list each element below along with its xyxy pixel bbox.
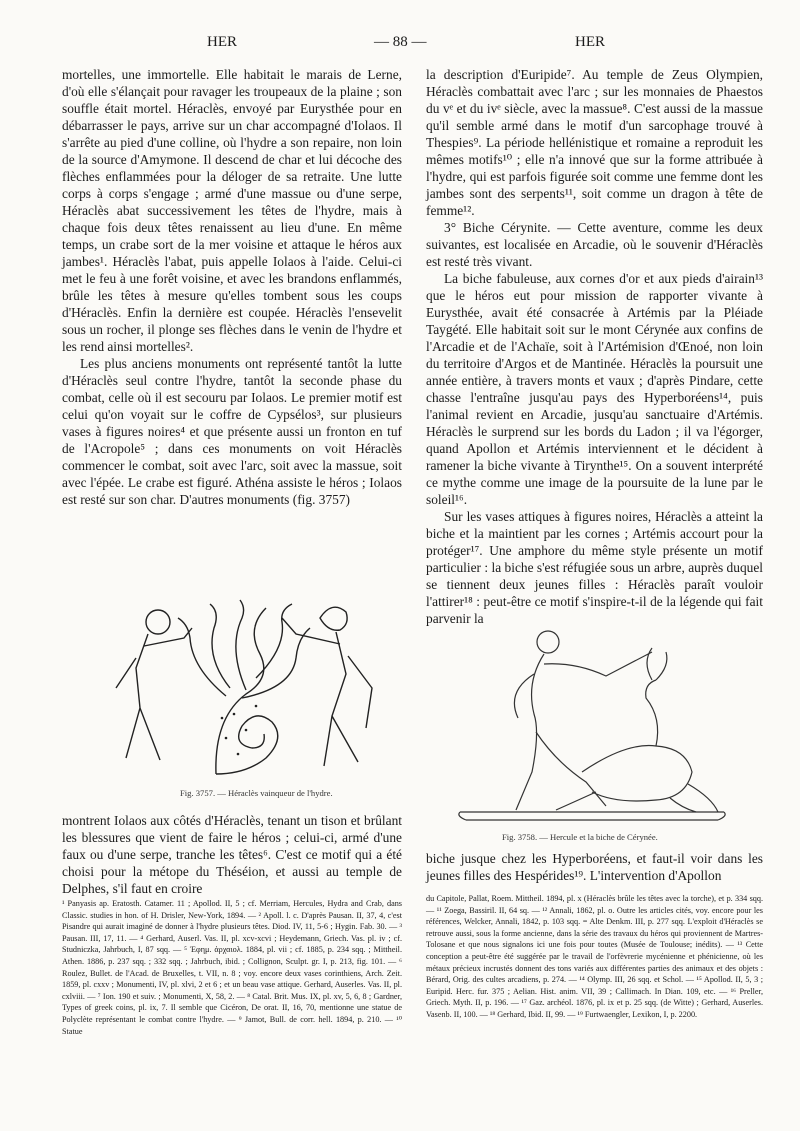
paragraph: mortelles, une immortelle. Elle habitait le marais de Lerne, d'où elle s'élançait pour ravager les troupeaux de la plaine ; son souffle était mortel. Héraclès, envoyé par Eurysthée pour en débarrasser le pays, arrive sur un char accompagné d'Iolaos. Il s'arrête au pied d'une colline, où l'hydre a son repaire, non loin de la source d'Amymone. Il descend de char et lui décoche des flèches enflammées pour la déloger de sa retraite. Une lutte corps à corps s'engage ; armé d'une massue ou d'une serpe, Héraclès abat successivement les têtes de l'hydre, mais à chaque fois deux têtes renaissent au lieu d'une. En même temps, un crabe sort de la mer voisine et attaque le héros aux jambes¹. Héraclès l'abat, puis appelle Iolaos à l'aide. Celui-ci met le feu à une forêt voisine, et avec les brandons enflammés, brûle les têtes à mesure qu'elles tombent sous les coups d'Héraclès. Enfin la dernière est coupée. Héraclès l'ensevelit sous un rocher, il plonge ses flèches dans le venin de l'hydre et les rend ainsi mortelles². [62, 67, 402, 354]
paragraph: Sur les vases attiques à figures noires, Héraclès a atteint la biche et la maintient par les cornes ; Artémis accourt pour la protéger¹⁷. Une amphore du même style présente un motif particulier : la biche s'est réfugiée sous un arbre, auprès duquel se tiennent deux jeunes filles : Héraclès paraît vouloir l'attirer¹⁸ : peut-être ce motif s'inspire-t-il de la légende qui fait parvenir la [426, 509, 763, 626]
figure-caption: Fig. 3758. — Hercule et la biche de Cérynée. [502, 832, 658, 842]
right-column [426, 66, 763, 627]
footnotes-right [426, 893, 763, 1021]
figure-heracles-hydra [96, 598, 402, 778]
paragraph: Les plus anciens monuments ont représenté tantôt la lutte d'Héraclès seul contre l'hydre, tantôt la seconde phase du combat, celle où il est secouru par Iolaos. Le premier motif est celui qu'on voyait sur le coffre de Cypsélos³, sur plusieurs vases à figures noires⁴ et que présente aussi un fronton en tuf de l'Acropole⁵ ; dans ces monuments on voit Héraclès commencer le combat, soit avec l'arc, soit avec la massue, soit avec l'épée. Le crabe est figuré. Athéna assiste le héros ; Iolaos est resté sur son char. D'autres monuments (fig. 3757) [62, 356, 402, 507]
figure-hercules-hind [456, 622, 729, 828]
footnotes-left [62, 898, 402, 1037]
header-right: HER [575, 34, 605, 50]
section-heading-paragraph: 3° Biche Cérynite. — Cette aventure, comme les deux suivantes, est localisée en Arcadie, où le souvenir d'Héraclès est resté très vivant. [426, 220, 763, 269]
right-column-continued [426, 850, 763, 884]
left-column [62, 66, 402, 508]
paragraph: montrent Iolaos aux côtés d'Héraclès, tenant un tison et brûlant les blessures que vient de faire le héros ; celui-ci, armé d'une faux ou d'une serpe, tranche les têtes⁶. C'est ce motif qui a été choisi pour la métope du Théséion, et aussi au temple de Delphes, s'il faut en croire [62, 813, 402, 896]
header-left: HER [207, 34, 237, 50]
page-number: — 88 — [374, 34, 427, 50]
footnote-block: du Capitole, Pallat, Roem. Mittheil. 1894, pl. x (Héraclès brûle les têtes avec la torche), et p. 334 sqq. — ¹¹ Zoega, Bassiril. II, 64 sq. — ¹² Annali, 1862, pl. o. Outre les articles cités, voy. encore pour les références, Welcker, Annali, 1842, p. 103 sqq. = Alte Denkm. III, p. 277 sqq. L'exploit d'Héraclès se retrouve aussi, sous la forme ancienne, dans la série des travaux du héros qui proviennent de Martres-Tolosane et que nous signalons ici une fois pour toutes (Musée de Toulouse; inédits). — ¹³ Cette conception a peut-être été suggérée par le travail de l'orfèvrerie mycénienne et phénicienne, où les métaux précieux incrustés donnent des tons variés aux différentes parties des animaux et des objets : Bérard, Orig. des cultes arcadiens, p. 274. — ¹⁴ Olymp. III, 26 sqq. et Schol. — ¹⁵ Apollod. II, 5, 3 ; Euripid. Herc. fur. 375 ; Aelian. Hist. anim. VII, 39 ; Callimach. In Dian. 109, etc. — ¹⁶ Preller, Griech. Myth. II, p. 196. — ¹⁷ Gaz. archéol. 1876, pl. ix et p. 25 sqq. (de Witte) ; Gerhard, Auserles. Vasenb. II, 100. — ¹⁸ Gerhard, Ibid. II, 99. — ¹⁹ Furtwaengler, Lexikon, I, p. 2200. [426, 894, 763, 1019]
paragraph: biche jusque chez les Hyperboréens, et faut-il voir dans les jeunes filles des Hespérides¹⁹. L'intervention d'Apollon [426, 851, 763, 883]
figure-caption: Fig. 3757. — Héraclès vainqueur de l'hydre. [180, 788, 333, 798]
paragraph: La biche fabuleuse, aux cornes d'or et aux pieds d'airain¹³ que le héros eut pour mission de rapporter vivante à Eurysthée, avait été consacrée à Artémis par la Pléiade Taygété. Elle habitait soit sur le mont Cérynée aux confins de l'Arcadie et de l'Achaïe, soit à l'Artémision d'Œnoé, non loin du territoire d'Argos et de Mantinée. Héraclès la poursuit une année entière, à travers monts et vaux ; d'après Pindare, cette chasse l'entraîne jusqu'au pays des Hyperboréens¹⁴, puis l'animal revient en Arcadie, jusqu'au sanctuaire d'Artémis. Héraclès le surprend sur les bords du Ladon ; il va l'égorger, quand Apollon et Artémis interviennent et le décident à ramener la biche vivante à Tirynthe¹⁵. On a souvent interprété ce mythe comme une image de la poursuite de la lune par le soleil¹⁶. [426, 271, 763, 507]
left-column-continued [62, 812, 402, 897]
footnote-block: ¹ Panyasis ap. Eratosth. Catamer. 11 ; Apollod. II, 5 ; cf. Merriam, Hercules, Hydra and Crab, dans Classic. studies in hon. of H. Drisler, New-York, 1894. — ² Apoll. l. c. D'après Pausan. II, 37, 4, c'est Pisandre qui aurait imaginé de donner à l'hydre plusieurs têtes. Diod. IV, 11, 5-6 ; Hygin. Fab. 30. — ³ Pausan. III, 17, 11. — ⁴ Gerhard, Auserl. Vas. II, pl. xcv-xcvi ; Heydemann, Griech. Vas. pl. iv ; cf. Studniczka, Jahrbuch, I, 87 sqq. — ⁵ Ἐφημ. ἀρχαιολ. 1884, pl. vii ; cf. 1885, p. 234 sqq. ; Mittheil. Athen. 1886, p. 237 sqq. ; 332 sqq. ; Jahrbuch, ibid. ; Collignon, Sculpt. gr. I, p. 213, fig. 101. — ⁶ Roulez, Bullet. de l'Acad. de Bruxelles, t. VII, n. 8 ; voy. encore deux vases corinthiens, Arch. Zeit. 1859, pl. cxxv ; Monumenti, IV, pl. xlvi, 2 et 6 ; et un beau vase attique. Gerhard, Auserles. Vas. II, pl. cxlviii. — ⁷ Ion. 190 et suiv. ; Monumenti, X, 58, 2. — ⁸ Catal. Brit. Mus. IX, pl. xv, 5, 6, 8 ; Gardner, Types of greek coins, pl. ix, 7. Il semble que Cicéron, De orat. II, 16, 70, mentionne une statue de Polyclète représentant le combat contre l'hydre. — ⁹ Jamot, Bull. de corr. hell. 1894, p. 210. — ¹⁰ Statue [62, 899, 402, 1036]
paragraph: la description d'Euripide⁷. Au temple de Zeus Olympien, Héraclès combattait avec l'arc ; sur les monnaies de Phaestos du vᵉ et du ivᵉ siècle, avec la massue⁸. C'est aussi de la massue qu'il semble armé dans le motif d'un sarcophage trouvé à Thespies⁹. La période hellénistique et romaine a reproduit les mêmes motifs¹⁰ ; elle n'a innové que sur la forme attribuée à l'hydre, qui est parfois figurée soit comme une femme dont les jambes sont des serpents¹¹, soit comme un dragon à tête de femme¹². [426, 67, 763, 218]
running-header [0, 34, 800, 56]
